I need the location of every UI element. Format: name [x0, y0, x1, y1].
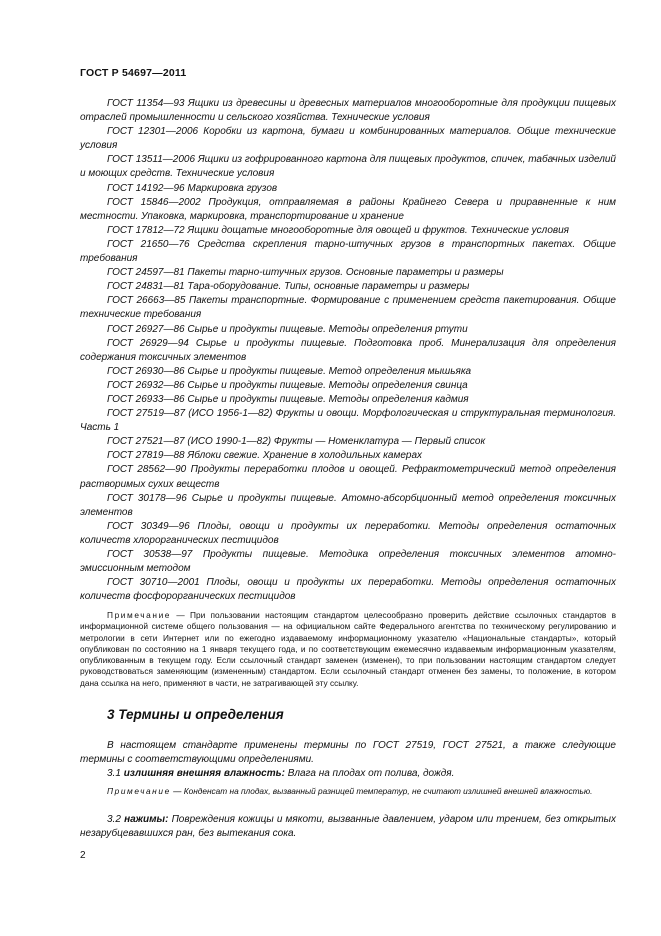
- term-name: излишняя внешняя влажность:: [123, 768, 285, 779]
- term-number: 3.2: [107, 814, 121, 825]
- reference-item: ГОСТ 27819—88 Яблоки свежие. Хранение в холодильных камерах: [107, 450, 423, 462]
- reference-item: ГОСТ 27521—87 (ИСО 1990-1—82) Фрукты — Номенклатура — Первый список: [107, 436, 486, 448]
- reference-item: ГОСТ 26932—86 Сырье и продукты пищевые. Методы определения свинца: [107, 379, 468, 391]
- page-number: 2: [80, 850, 86, 861]
- section-intro: В настоящем стандарте применены термины по ГОСТ 27519, ГОСТ 27521, а также следующие термины с соответствующими определениями.: [80, 740, 616, 765]
- document-header: ГОСТ Р 54697—2011: [80, 67, 187, 79]
- note-label: Примечание: [107, 610, 172, 620]
- reference-item: ГОСТ 26927—86 Сырье и продукты пищевые. Методы определения ртути: [107, 323, 468, 335]
- term-note: [80, 786, 616, 798]
- references-note: [80, 610, 616, 689]
- term-entry: [80, 813, 616, 841]
- reference-item: ГОСТ 12301—2006 Коробки из картона, бумаги и комбинированных материалов. Общие технические условия: [80, 126, 616, 152]
- reference-item: ГОСТ 30538—97 Продукты пищевые. Методика определения токсичных элементов атомно-эмиссионным методом: [80, 549, 616, 575]
- term-number: 3.1: [107, 768, 121, 779]
- note-text: — Конденсат на плодах, вызванный разницей температур, не считают излишней внешней влажностью.: [170, 786, 593, 796]
- reference-item: ГОСТ 21650—76 Средства скрепления тарно-штучных грузов в транспортных пакетах. Общие требования: [80, 238, 616, 265]
- reference-item: ГОСТ 24831—81 Тара-оборудование. Типы, основные параметры и размеры: [107, 281, 470, 293]
- reference-item: ГОСТ 17812—72 Ящики дощатые многооборотные для овощей и фруктов. Технические условия: [107, 224, 569, 236]
- term-entry: [80, 767, 616, 781]
- term-definition: Повреждения кожицы и мякоти, вызванные давлением, ударом или трением, без открытых незарубцевавшихся ран, без вытекания сока.: [80, 814, 617, 839]
- reference-item: ГОСТ 26929—94 Сырье и продукты пищевые. Подготовка проб. Минерализация для определения содержания токсичных элементов: [80, 337, 616, 363]
- note-label: Примечание: [107, 786, 171, 796]
- reference-item: ГОСТ 24597—81 Пакеты тарно-штучных грузов. Основные параметры и размеры: [107, 267, 504, 279]
- reference-item: ГОСТ 26663—85 Пакеты транспортные. Формирование с применением средств пакетирования. Общие технические требования: [80, 295, 616, 321]
- reference-item: ГОСТ 26930—86 Сырье и продукты пищевые. Метод определения мышьяка: [107, 365, 472, 377]
- reference-item: ГОСТ 13511—2006 Ящики из гофрированного картона для пищевых продуктов, спичек, табачных изделий и моющих средств. Технические условия: [80, 154, 616, 180]
- reference-item: ГОСТ 26933—86 Сырье и продукты пищевые. Методы определения кадмия: [107, 393, 469, 405]
- normative-references-list: [80, 97, 616, 604]
- section-heading: 3 Термины и определения: [107, 707, 284, 722]
- reference-item: ГОСТ 27519—87 (ИСО 1956-1—82) Фрукты и овощи. Морфологическая и структуральная терминология. Часть 1: [80, 408, 616, 434]
- term-name: нажимы:: [124, 814, 169, 825]
- reference-item: ГОСТ 14192—96 Маркировка грузов: [107, 182, 278, 194]
- note-text: — При пользовании настоящим стандартом целесообразно проверить действие ссылочных стандартов в информационной системе общего пользования — на официальном сайте Федерального агентства по техническому регулированию и метрологии в сети Интернет или по ежегодно издаваемому информационному указателю «Национальные стандарты», который опубликован по состоянию на 1 января текущего года, и по соответствующим ежемесячно издаваемым информационным указателям, опубликованным в текущем году. Если ссылочный стандарт заменен (изменен), то при пользовании настоящим стандартом следует руководствоваться заменяющим (измененным) стандартом. Если ссылочный стандарт отменен без замены, то положение, в котором дана ссылка на него, применяют в части, не затрагивающей эту ссылку.: [80, 610, 616, 688]
- reference-item: ГОСТ 28562—90 Продукты переработки плодов и овощей. Рефрактометрический метод определения растворимых сухих веществ: [80, 464, 616, 490]
- term-definition: Влага на плодах от полива, дождя.: [287, 768, 455, 779]
- reference-item: ГОСТ 30178—96 Сырье и продукты пищевые. Атомно-абсорбционный метод определения токсичных элементов: [80, 492, 616, 518]
- reference-item: ГОСТ 11354—93 Ящики из древесины и древесных материалов многооборотные для продукции пищевых отраслей промышленности и сельского хозяйства. Технические условия: [80, 98, 616, 124]
- reference-item: ГОСТ 15846—2002 Продукция, отправляемая в районы Крайнего Севера и приравненные к ним местности. Упаковка, маркировка, транспортирование и хранение: [80, 196, 616, 222]
- reference-item: ГОСТ 30710—2001 Плоды, овощи и продукты их переработки. Методы определения остаточных количеств фосфорорганических пестицидов: [80, 577, 616, 603]
- reference-item: ГОСТ 30349—96 Плоды, овощи и продукты их переработки. Методы определения остаточных количеств хлорорганических пестицидов: [80, 520, 616, 546]
